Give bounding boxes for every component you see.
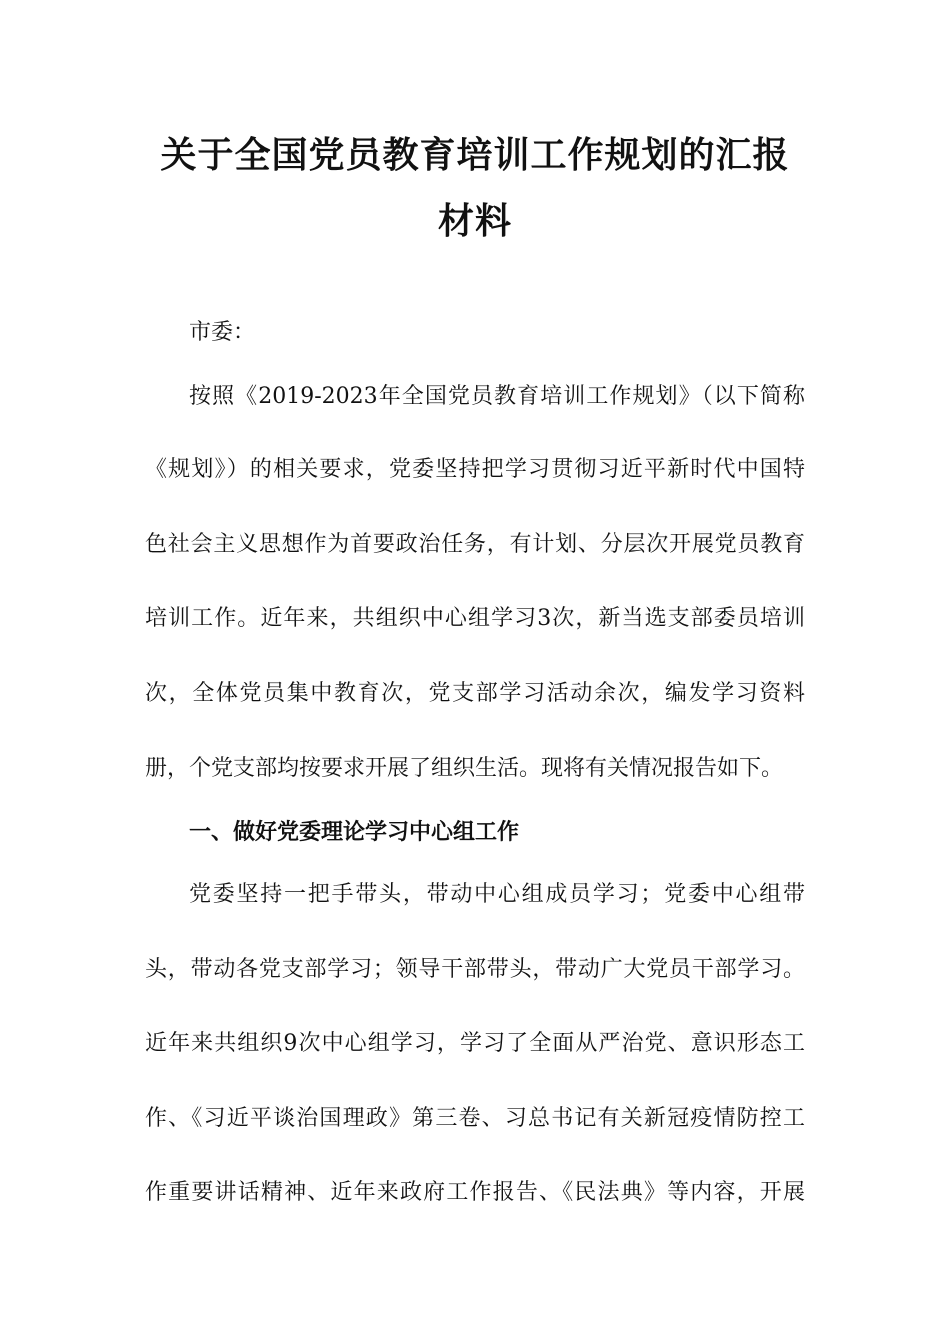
document-title: 关于全国党员教育培训工作规划的汇报材料 — [160, 134, 790, 242]
paragraph-line: 次，全体党员集中教育次，党支部学习活动余次，编发学习资料 — [145, 681, 805, 706]
paragraph-line: 册，个党支部均按要求开展了组织生活。现将有关情况报告如下。 — [145, 756, 784, 781]
paragraph-line: 头，带动各党支部学习；领导干部带头，带动广大党员干部学习。 — [145, 957, 805, 982]
paragraph-line: 作、《习近平谈治国理政》第三卷、习总书记有关新冠疫情防控工 — [145, 1106, 805, 1131]
paragraph-line: 《规划》）的相关要求，党委坚持把学习贯彻习近平新时代中国特 — [145, 457, 805, 482]
paragraph-line: 色社会主义思想作为首要政治任务，有计划、分层次开展党员教育 — [145, 532, 805, 557]
paragraph-line: 党委坚持一把手带头，带动中心组成员学习；党委中心组带 — [189, 882, 805, 907]
section-heading: 一、做好党委理论学习中心组工作 — [189, 819, 520, 845]
salutation: 市委： — [189, 320, 256, 345]
paragraph-line: 近年来共组织9次中心组学习，学习了全面从严治党、意识形态工 — [145, 1031, 805, 1056]
paragraph-line: 作重要讲话精神、近年来政府工作报告、《民法典》等内容，开展 — [145, 1180, 805, 1205]
paragraph-line: 按照《2019-2023年全国党员教育培训工作规划》（以下简称 — [189, 384, 805, 409]
paragraph-line: 培训工作。近年来，共组织中心组学习3次，新当选支部委员培训 — [145, 606, 805, 631]
